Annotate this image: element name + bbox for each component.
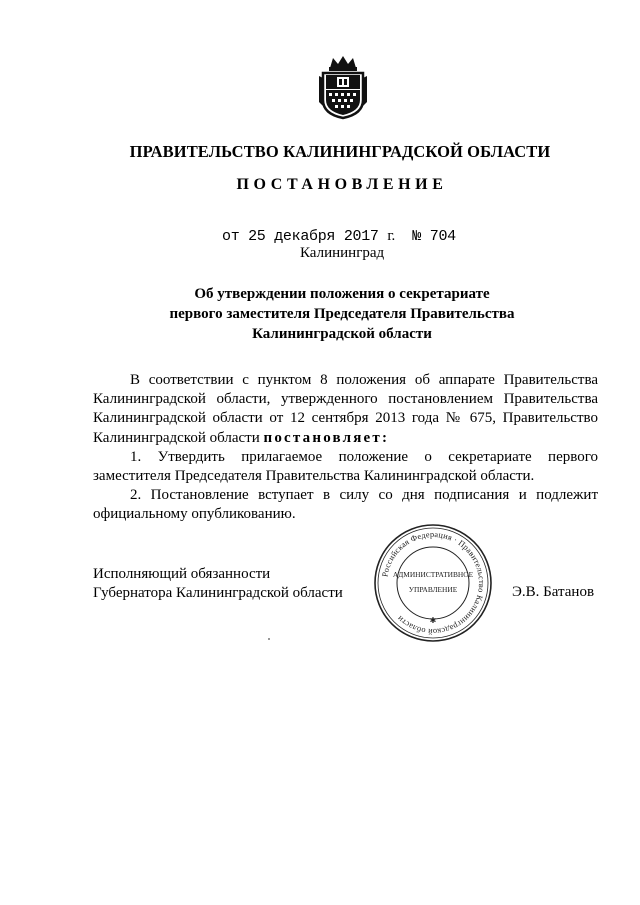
signer-title bbox=[93, 565, 343, 603]
document-body bbox=[93, 371, 598, 525]
year-suffix: г. bbox=[387, 228, 395, 244]
item-paragraph: 2. Постановление вступает в силу со дня подписания и подлежит официальному опубликованию. bbox=[93, 487, 598, 523]
signer-name: Э.В. Батанов bbox=[512, 584, 595, 600]
document-number: № 704 bbox=[412, 228, 456, 245]
city: Калининград bbox=[300, 245, 385, 261]
scan-artifact bbox=[268, 638, 270, 640]
subject-line: первого заместителя Председателя Правительства bbox=[169, 306, 515, 322]
signer-title-line: Губернатора Калининградской области bbox=[93, 585, 343, 601]
signer-title-line: Исполняющий обязанности bbox=[93, 566, 271, 582]
decree-word: постановляет: bbox=[263, 429, 390, 446]
subject-line: Об утверждении положения о секретариате bbox=[194, 286, 490, 302]
official-stamp-seal bbox=[372, 522, 494, 644]
subject-line: Калининградской области bbox=[252, 326, 432, 342]
date-prefix: от bbox=[222, 228, 240, 245]
date-value: 25 декабря 2017 bbox=[248, 228, 379, 245]
stamp-center-line: АДМИНИСТРАТИВНОЕ bbox=[392, 570, 474, 579]
organization-title: ПРАВИТЕЛЬСТВО КАЛИНИНГРАДСКОЙ ОБЛАСТИ bbox=[129, 142, 551, 161]
coat-of-arms-icon bbox=[313, 54, 373, 120]
document-date-line bbox=[222, 228, 456, 245]
stamp-center-line: УПРАВЛЕНИЕ bbox=[408, 585, 458, 594]
preamble-paragraph bbox=[93, 371, 598, 448]
document-type: ПОСТАНОВЛЕНИЕ bbox=[236, 176, 448, 193]
item-paragraph: 1. Утвердить прилагаемое положение о секретариате первого заместителя Председателя Правительства Калининградской области. bbox=[93, 448, 598, 485]
svg-text:✱: ✱ bbox=[429, 616, 437, 625]
preamble-text: В соответствии с пунктом 8 положения об аппарате Правительства Калининградской области, утвержденного постановлением Правительства Калининградской области от 12 сентября 2013 года № 675, Правительство Калининградской области bbox=[93, 372, 598, 446]
stamp-ring-text: Российская Федерация · Правительство Калининградской области bbox=[380, 529, 487, 637]
document-subject bbox=[0, 284, 640, 344]
